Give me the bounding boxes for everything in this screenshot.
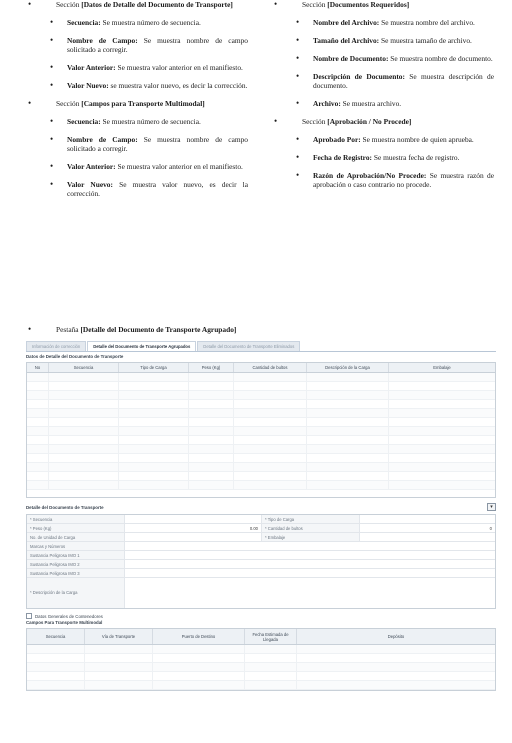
table-cell bbox=[49, 454, 119, 462]
list-item bbox=[270, 99, 502, 108]
unidad-carga-field[interactable] bbox=[125, 533, 262, 541]
field-label: * Embalaje bbox=[262, 533, 360, 541]
section-title: [Aprobación / No Procede] bbox=[327, 117, 412, 126]
embalaje-field[interactable] bbox=[360, 533, 495, 541]
table-cell bbox=[153, 672, 245, 680]
table-cell bbox=[49, 427, 119, 435]
tab-detalle-eliminados[interactable]: Detalle del Documento de Transporte Eliminados bbox=[197, 341, 300, 351]
table-cell bbox=[189, 391, 234, 399]
table-cell bbox=[245, 654, 297, 662]
bullet-icon: • bbox=[50, 116, 54, 126]
secuencia-field[interactable] bbox=[125, 515, 262, 523]
column-header[interactable]: No bbox=[27, 363, 49, 372]
item-text: Se muestra número de secuencia. bbox=[100, 117, 201, 126]
item-label: Descripción de Documento: bbox=[313, 72, 405, 81]
table-cell bbox=[27, 400, 49, 408]
bullet-icon: • bbox=[296, 35, 300, 45]
list-item bbox=[270, 54, 502, 63]
imo3-field[interactable] bbox=[125, 569, 495, 577]
table-cell bbox=[189, 472, 234, 480]
field-label: * Tipo de Carga bbox=[262, 515, 360, 523]
table-cell bbox=[119, 418, 189, 426]
bullet-icon: • bbox=[274, 116, 278, 126]
form-row bbox=[27, 560, 495, 569]
form-row bbox=[27, 551, 495, 560]
column-header[interactable]: Puerto de Destino bbox=[153, 629, 245, 644]
table-cell bbox=[297, 681, 495, 689]
column-header[interactable]: Peso (Kg) bbox=[189, 363, 234, 372]
descripcion-field[interactable] bbox=[125, 578, 495, 608]
column-header[interactable]: Tipo de Carga bbox=[119, 363, 189, 372]
item-text: Se muestra valor anterior en el manifiesto. bbox=[115, 162, 243, 171]
list-item bbox=[24, 81, 256, 90]
list-item bbox=[270, 153, 502, 162]
table-cell bbox=[119, 427, 189, 435]
item-label: Tamaño del Archivo: bbox=[313, 36, 380, 45]
table-cell bbox=[119, 373, 189, 381]
multimodal-grid bbox=[26, 628, 496, 691]
section-title: [Datos de Detalle del Documento de Transporte] bbox=[81, 0, 233, 9]
table-cell bbox=[119, 391, 189, 399]
table-cell bbox=[189, 463, 234, 471]
table-cell bbox=[27, 645, 85, 653]
table-cell bbox=[389, 445, 495, 453]
section-title: [Detalle del Documento de Transporte Agrupado] bbox=[80, 325, 237, 334]
table-cell bbox=[119, 454, 189, 462]
table-cell bbox=[85, 654, 153, 662]
table-cell bbox=[49, 400, 119, 408]
table-cell bbox=[49, 391, 119, 399]
table-cell bbox=[85, 681, 153, 689]
right-column bbox=[270, 0, 502, 198]
tab-informacion-correccion[interactable]: Información de corrección bbox=[26, 341, 86, 351]
column-header[interactable]: Fecha Estimada de Llegada bbox=[245, 629, 297, 644]
table-cell bbox=[189, 418, 234, 426]
table-cell bbox=[27, 436, 49, 444]
checkbox[interactable] bbox=[26, 613, 32, 619]
table-cell bbox=[189, 427, 234, 435]
bullet-icon: • bbox=[274, 0, 278, 9]
bullet-icon: • bbox=[28, 0, 32, 9]
item-text: Se muestra número de secuencia. bbox=[100, 18, 201, 27]
tab-bar bbox=[26, 341, 496, 352]
bullet-icon: • bbox=[296, 134, 300, 144]
embedded-screenshot bbox=[26, 341, 496, 721]
table-cell bbox=[389, 454, 495, 462]
bullet-icon: • bbox=[296, 152, 300, 162]
item-label: Fecha de Registro: bbox=[313, 153, 372, 162]
table-cell bbox=[389, 382, 495, 390]
table-row[interactable] bbox=[27, 663, 495, 672]
tipo-carga-field[interactable] bbox=[360, 515, 495, 523]
item-text: Se muestra archivo. bbox=[340, 99, 402, 108]
column-header[interactable]: Secuencia bbox=[27, 629, 85, 644]
table-cell bbox=[307, 373, 389, 381]
field-label: * Peso (Kg) bbox=[27, 524, 125, 532]
table-cell bbox=[307, 472, 389, 480]
table-cell bbox=[389, 481, 495, 489]
table-cell bbox=[389, 373, 495, 381]
item-label: Archivo: bbox=[313, 99, 341, 108]
detail-header bbox=[26, 503, 496, 512]
item-label: Nombre de Campo: bbox=[67, 36, 138, 45]
list-item bbox=[24, 63, 256, 72]
section-prefix: Sección bbox=[56, 99, 82, 108]
section-aprobacion bbox=[270, 117, 502, 126]
item-text: Se muestra nombre de quien aprueba. bbox=[360, 135, 474, 144]
table-cell bbox=[27, 427, 49, 435]
table-cell bbox=[234, 400, 307, 408]
detail-grid bbox=[26, 362, 496, 498]
table-cell bbox=[119, 481, 189, 489]
item-label: Secuencia: bbox=[67, 117, 101, 126]
table-cell bbox=[307, 454, 389, 462]
table-cell bbox=[245, 681, 297, 689]
column-header[interactable]: Cantidad de bultos bbox=[234, 363, 307, 372]
list-item bbox=[24, 18, 256, 27]
table-cell bbox=[307, 391, 389, 399]
table-cell bbox=[297, 645, 495, 653]
list-item bbox=[24, 162, 256, 171]
item-text: Se muestra nombre de documento. bbox=[388, 54, 493, 63]
item-label: Nombre de Documento: bbox=[313, 54, 389, 63]
section-title: [Documentos Requeridos] bbox=[327, 0, 410, 9]
field-label: Marcas y Números bbox=[27, 542, 125, 550]
item-text: Se muestra fecha de registro. bbox=[371, 153, 460, 162]
section-heading bbox=[24, 325, 494, 334]
column-header[interactable]: Embalaje bbox=[433, 365, 451, 370]
table-row[interactable] bbox=[27, 436, 495, 445]
item-label: Nombre del Archivo: bbox=[313, 18, 380, 27]
field-label: * Cantidad de bultos bbox=[262, 524, 360, 532]
peso-field[interactable]: 0.00 bbox=[125, 524, 262, 532]
table-cell bbox=[234, 463, 307, 471]
bullet-icon: • bbox=[296, 71, 300, 81]
table-cell bbox=[245, 663, 297, 671]
table-cell bbox=[234, 382, 307, 390]
table-cell bbox=[49, 373, 119, 381]
table-row[interactable] bbox=[27, 373, 495, 382]
table-cell bbox=[85, 645, 153, 653]
form-row bbox=[27, 524, 495, 533]
table-cell bbox=[49, 418, 119, 426]
column-header[interactable]: Depósito bbox=[387, 634, 405, 639]
section-prefix: Sección bbox=[302, 117, 328, 126]
item-text: Se muestra nombre de campo solicitado a corregir. bbox=[67, 36, 248, 54]
table-cell bbox=[234, 373, 307, 381]
bullet-icon: • bbox=[28, 324, 32, 334]
table-cell bbox=[389, 409, 495, 417]
item-text: Se muestra razón de aprobación o caso contrario no procede. bbox=[313, 171, 494, 189]
bullet-icon: • bbox=[50, 17, 54, 27]
table-cell bbox=[189, 373, 234, 381]
table-cell bbox=[153, 654, 245, 662]
table-row[interactable] bbox=[27, 645, 495, 654]
field-label: * Descripción de la Carga bbox=[27, 578, 125, 608]
section-prefix: Sección bbox=[56, 0, 82, 9]
imo1-field[interactable] bbox=[125, 551, 495, 559]
table-cell bbox=[245, 672, 297, 680]
table-cell bbox=[307, 481, 389, 489]
table-cell bbox=[49, 472, 119, 480]
grid-title: Datos de Detalle del Documento de Transporte bbox=[26, 354, 124, 359]
list-item bbox=[24, 117, 256, 126]
table-cell bbox=[307, 400, 389, 408]
imo2-field[interactable] bbox=[125, 560, 495, 568]
grid-title: Campos Para Transporte Multimodal bbox=[26, 620, 103, 625]
table-cell bbox=[307, 427, 389, 435]
table-cell bbox=[27, 391, 49, 399]
form-row bbox=[27, 569, 495, 578]
list-item bbox=[24, 36, 256, 54]
table-row[interactable] bbox=[27, 427, 495, 436]
table-cell bbox=[153, 645, 245, 653]
table-cell bbox=[389, 427, 495, 435]
table-cell bbox=[189, 382, 234, 390]
table-cell bbox=[189, 454, 234, 462]
section-datos-detalle bbox=[24, 0, 256, 9]
table-row[interactable] bbox=[27, 654, 495, 663]
item-text: Se muestra nombre del archivo. bbox=[379, 18, 475, 27]
table-cell bbox=[307, 463, 389, 471]
table-cell bbox=[27, 382, 49, 390]
item-label: Valor Anterior: bbox=[67, 63, 116, 72]
form-row bbox=[27, 578, 495, 608]
table-cell bbox=[307, 445, 389, 453]
table-cell bbox=[307, 382, 389, 390]
table-cell bbox=[307, 418, 389, 426]
table-cell bbox=[189, 409, 234, 417]
left-column bbox=[24, 0, 256, 207]
list-item bbox=[270, 36, 502, 45]
table-cell bbox=[234, 445, 307, 453]
column-header[interactable]: Descripción de la Carga bbox=[307, 363, 389, 372]
item-text: se muestra valor nuevo, es decir la corrección. bbox=[108, 81, 248, 90]
cantidad-bultos-field[interactable]: 0 bbox=[489, 526, 492, 531]
item-label: Valor Anterior: bbox=[67, 162, 116, 171]
table-cell bbox=[119, 463, 189, 471]
table-cell bbox=[49, 436, 119, 444]
table-cell bbox=[389, 391, 495, 399]
table-cell bbox=[119, 400, 189, 408]
section-documentos-requeridos bbox=[270, 0, 502, 9]
section-detalle-agrupado bbox=[24, 325, 494, 334]
grid-header bbox=[27, 629, 495, 645]
table-row[interactable] bbox=[27, 463, 495, 472]
detail-title: Detalle del Documento de Transporte bbox=[26, 505, 104, 510]
field-label: Sustancia Peligrosa IMO 1 bbox=[27, 551, 125, 559]
table-row[interactable] bbox=[27, 391, 495, 400]
table-cell bbox=[27, 481, 49, 489]
table-cell bbox=[49, 382, 119, 390]
bullet-icon: • bbox=[296, 98, 300, 108]
table-cell bbox=[297, 654, 495, 662]
section-transporte-multimodal bbox=[24, 99, 256, 108]
list-item bbox=[270, 18, 502, 27]
bullet-icon: • bbox=[50, 80, 54, 90]
table-cell bbox=[49, 409, 119, 417]
field-label: Sustancia Peligrosa IMO 2 bbox=[27, 560, 125, 568]
table-cell bbox=[234, 391, 307, 399]
item-label: Nombre de Campo: bbox=[67, 135, 138, 144]
field-label: * Secuencia bbox=[27, 515, 125, 523]
marcas-field[interactable] bbox=[125, 542, 495, 550]
table-cell bbox=[27, 409, 49, 417]
column-header[interactable]: Secuencia bbox=[49, 363, 119, 372]
table-cell bbox=[189, 445, 234, 453]
table-cell bbox=[49, 445, 119, 453]
table-cell bbox=[27, 463, 49, 471]
item-label: Valor Nuevo: bbox=[67, 180, 113, 189]
collapse-icon[interactable]: ▾ bbox=[487, 503, 496, 511]
bullet-icon: • bbox=[50, 62, 54, 72]
table-cell bbox=[234, 454, 307, 462]
table-cell bbox=[234, 436, 307, 444]
form-row bbox=[27, 515, 495, 524]
item-label: Secuencia: bbox=[67, 18, 101, 27]
field-label: No. de Unidad de Carga bbox=[27, 533, 125, 541]
table-cell bbox=[27, 663, 85, 671]
bullet-icon: • bbox=[296, 17, 300, 27]
form-row bbox=[27, 542, 495, 551]
table-cell bbox=[189, 436, 234, 444]
table-cell bbox=[389, 463, 495, 471]
section-prefix: Pestaña bbox=[56, 325, 81, 334]
table-cell bbox=[49, 481, 119, 489]
table-cell bbox=[119, 409, 189, 417]
table-cell bbox=[234, 481, 307, 489]
table-cell bbox=[389, 436, 495, 444]
list-item bbox=[24, 135, 256, 153]
table-cell bbox=[49, 463, 119, 471]
bullet-icon: • bbox=[50, 179, 54, 189]
table-row[interactable] bbox=[27, 400, 495, 409]
table-cell bbox=[27, 373, 49, 381]
table-cell bbox=[27, 654, 85, 662]
table-cell bbox=[119, 382, 189, 390]
item-label: Valor Nuevo: bbox=[67, 81, 109, 90]
table-cell bbox=[297, 663, 495, 671]
item-text: Se muestra nombre de campo solicitado a corregir. bbox=[67, 135, 248, 153]
table-cell bbox=[234, 427, 307, 435]
table-cell bbox=[245, 645, 297, 653]
table-cell bbox=[27, 681, 85, 689]
table-cell bbox=[27, 454, 49, 462]
column-header[interactable]: Vía de Transporte bbox=[85, 629, 153, 644]
detail-form bbox=[26, 514, 496, 609]
table-cell bbox=[297, 672, 495, 680]
section-title: [Campos para Transporte Multimodal] bbox=[81, 99, 205, 108]
form-row bbox=[27, 533, 495, 542]
list-item bbox=[270, 135, 502, 144]
table-cell bbox=[389, 418, 495, 426]
bullet-icon: • bbox=[50, 134, 54, 144]
table-cell bbox=[119, 436, 189, 444]
table-cell bbox=[27, 418, 49, 426]
bullet-icon: • bbox=[28, 98, 32, 108]
table-cell bbox=[27, 672, 85, 680]
table-row[interactable] bbox=[27, 472, 495, 481]
table-cell bbox=[153, 681, 245, 689]
item-text: Se muestra valor anterior en el manifiesto. bbox=[115, 63, 243, 72]
table-cell bbox=[307, 436, 389, 444]
table-cell bbox=[27, 472, 49, 480]
table-row[interactable] bbox=[27, 672, 495, 681]
bullet-icon: • bbox=[50, 35, 54, 45]
field-label: Sustancia Peligrosa IMO 3 bbox=[27, 569, 125, 577]
table-cell bbox=[234, 472, 307, 480]
checkbox-label: Datos Generales de Contenedores bbox=[35, 613, 103, 619]
item-label: Razón de Aprobación/No Procede: bbox=[313, 171, 427, 180]
bullet-icon: • bbox=[296, 53, 300, 63]
list-item bbox=[270, 171, 502, 189]
table-cell bbox=[119, 472, 189, 480]
table-cell bbox=[27, 445, 49, 453]
table-cell bbox=[234, 409, 307, 417]
table-cell bbox=[189, 400, 234, 408]
item-text: Se muestra tamaño de archivo. bbox=[379, 36, 472, 45]
table-cell bbox=[389, 400, 495, 408]
bullet-icon: • bbox=[296, 170, 300, 180]
item-text: Se muestra descripción de documento. bbox=[313, 72, 495, 90]
table-cell bbox=[85, 663, 153, 671]
item-label: Aprobado Por: bbox=[313, 135, 361, 144]
list-item bbox=[270, 72, 502, 90]
contenedores-checkbox-row[interactable] bbox=[26, 613, 496, 619]
table-row[interactable] bbox=[27, 382, 495, 391]
table-row[interactable] bbox=[27, 418, 495, 427]
table-row[interactable] bbox=[27, 681, 495, 690]
table-cell bbox=[85, 672, 153, 680]
table-cell bbox=[234, 418, 307, 426]
list-item bbox=[24, 180, 256, 198]
item-text: Se muestra valor nuevo, es decir la corrección. bbox=[67, 180, 248, 198]
table-cell bbox=[153, 663, 245, 671]
table-cell bbox=[389, 472, 495, 480]
table-row[interactable] bbox=[27, 481, 495, 490]
table-cell bbox=[307, 409, 389, 417]
tab-detalle-agrupados[interactable]: Detalle del Documento de Transporte Agrupados bbox=[87, 341, 196, 351]
table-row[interactable] bbox=[27, 445, 495, 454]
table-row[interactable] bbox=[27, 454, 495, 463]
table-cell bbox=[189, 481, 234, 489]
bullet-icon: • bbox=[50, 161, 54, 171]
table-cell bbox=[119, 445, 189, 453]
grid-header bbox=[27, 363, 495, 373]
section-prefix: Sección bbox=[302, 0, 328, 9]
table-row[interactable] bbox=[27, 409, 495, 418]
